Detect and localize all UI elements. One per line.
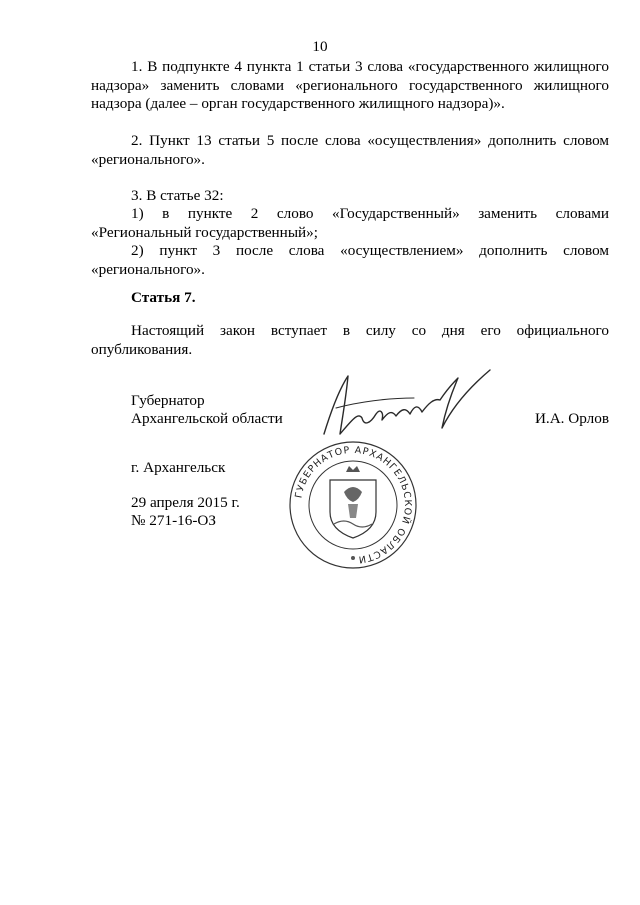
signer-name: И.А. Орлов — [534, 410, 609, 427]
page-number: 10 — [312, 38, 328, 55]
article-text: Настоящий закон вступает в силу со дня его официального опубликования. — [91, 322, 609, 358]
paragraph-1: 1. В подпункте 4 пункта 1 статьи 3 слова «государственного жилищного надзора» заменить словами «регионального государственного жилищного надзора (далее – орган государственного жилищного надзора)». — [91, 58, 609, 112]
signer-title-line2: Архангельской области — [131, 410, 283, 427]
paragraph-2: 2. Пункт 13 статьи 5 после слова «осуществления» дополнить словом «регионального». — [91, 132, 609, 168]
paragraph-3-item-1: 1) в пункте 2 слово «Государственный» заменить словами «Региональный государственный»; — [91, 205, 609, 241]
document-number: № 271-16-ОЗ — [131, 512, 216, 529]
paragraph-3-item-2: 2) пункт 3 после слова «осуществлением» дополнить словом «регионального». — [91, 242, 609, 278]
official-seal-icon — [288, 440, 418, 570]
place: г. Архангельск — [131, 459, 226, 476]
article-heading: Статья 7. — [131, 289, 196, 306]
signer-title-line1: Губернатор — [131, 392, 205, 409]
paragraph-3-title: 3. В статье 32: — [131, 187, 224, 204]
svg-text:ГУБЕРНАТОР АРХАНГЕЛЬСКОЙ ОБЛАС: ГУБЕРНАТОР АРХАНГЕЛЬСКОЙ ОБЛАСТИ — [293, 444, 414, 565]
date: 29 апреля 2015 г. — [131, 494, 240, 511]
signature-icon — [318, 368, 496, 440]
